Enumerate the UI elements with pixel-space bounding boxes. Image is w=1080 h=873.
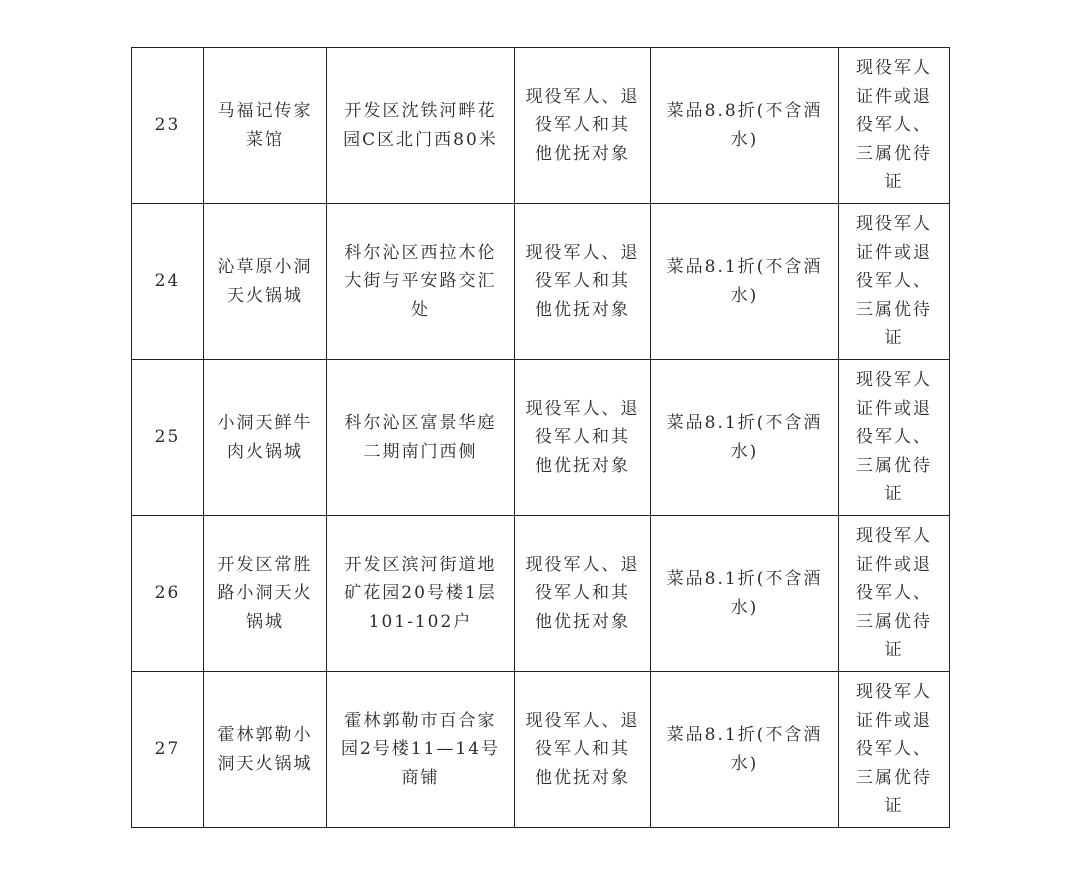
required-credential-cell: 现役军人 证件或退 役军人、 三属优待 证 [839, 516, 950, 672]
eligible-group-cell: 现役军人、退 役军人和其 他优抚对象 [515, 360, 651, 516]
merchant-address-cell: 霍林郭勒市百合家 园2号楼11—14号 商铺 [327, 672, 515, 828]
eligible-group-cell: 现役军人、退 役军人和其 他优抚对象 [515, 48, 651, 204]
merchant-name-cell: 马福记传家 菜馆 [204, 48, 327, 204]
row-number-cell: 23 [132, 48, 204, 204]
merchant-name-cell: 小洞天鲜牛 肉火锅城 [204, 360, 327, 516]
discount-terms-cell: 菜品8.1折(不含酒 水) [651, 516, 839, 672]
row-number-cell: 27 [132, 672, 204, 828]
required-credential-cell: 现役军人 证件或退 役军人、 三属优待 证 [839, 360, 950, 516]
eligible-group-cell: 现役军人、退 役军人和其 他优抚对象 [515, 204, 651, 360]
row-number-cell: 26 [132, 516, 204, 672]
discount-terms-cell: 菜品8.1折(不含酒 水) [651, 360, 839, 516]
table-row [132, 204, 950, 360]
merchant-name-cell: 开发区常胜 路小洞天火 锅城 [204, 516, 327, 672]
merchant-discount-table [131, 47, 950, 828]
merchant-address-cell: 开发区滨河街道地 矿花园20号楼1层 101-102户 [327, 516, 515, 672]
merchant-address-cell: 科尔沁区西拉木伦 大街与平安路交汇 处 [327, 204, 515, 360]
required-credential-cell: 现役军人 证件或退 役军人、 三属优待 证 [839, 204, 950, 360]
table-row [132, 360, 950, 516]
table-row [132, 672, 950, 828]
discount-terms-cell: 菜品8.1折(不含酒 水) [651, 672, 839, 828]
eligible-group-cell: 现役军人、退 役军人和其 他优抚对象 [515, 516, 651, 672]
eligible-group-cell: 现役军人、退 役军人和其 他优抚对象 [515, 672, 651, 828]
merchant-name-cell: 沁草原小洞 天火锅城 [204, 204, 327, 360]
required-credential-cell: 现役军人 证件或退 役军人、 三属优待 证 [839, 48, 950, 204]
merchant-address-cell: 开发区沈铁河畔花 园C区北门西80米 [327, 48, 515, 204]
row-number-cell: 25 [132, 360, 204, 516]
required-credential-cell: 现役军人 证件或退 役军人、 三属优待 证 [839, 672, 950, 828]
table-row [132, 48, 950, 204]
merchant-address-cell: 科尔沁区富景华庭 二期南门西侧 [327, 360, 515, 516]
row-number-cell: 24 [132, 204, 204, 360]
discount-terms-cell: 菜品8.8折(不含酒 水) [651, 48, 839, 204]
discount-terms-cell: 菜品8.1折(不含酒 水) [651, 204, 839, 360]
merchant-name-cell: 霍林郭勒小 洞天火锅城 [204, 672, 327, 828]
table-row [132, 516, 950, 672]
